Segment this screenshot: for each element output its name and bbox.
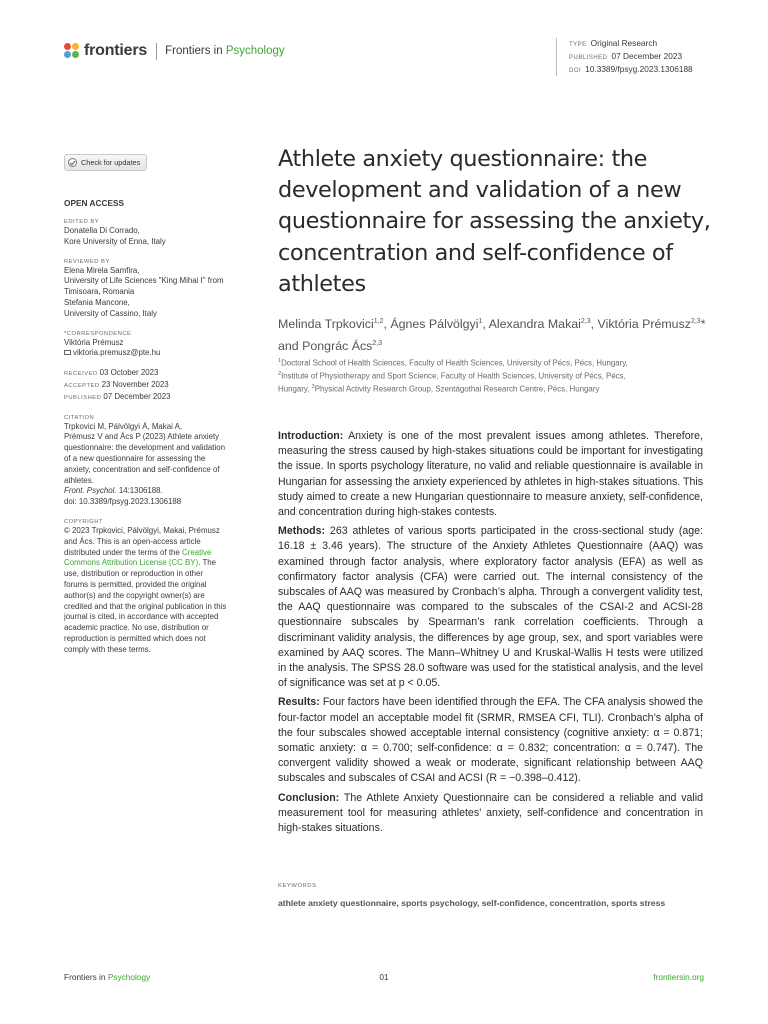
author-list: Melinda Trpkovici$^{1,2}$, Ágnes Pálvölgyi$^1$, Alexandra Makai$^{2,3}$, Viktória Prémusz$^{2,3}$* and Pongrác Ács$^{2,3}$: [278, 317, 706, 354]
author[interactable]: Alexandra Makai$^{2,3}$: [488, 317, 591, 332]
license-link-cont[interactable]: Commons Attribution License (CC BY): [64, 558, 199, 568]
correspondence-heading: *CORRESPONDENCE: [64, 330, 132, 337]
author[interactable]: Melinda Trpkovici$^{1,2}$: [278, 317, 384, 332]
abstract: [278, 429, 703, 840]
reviewed-by: Elena Mirela Samfira, University of Life Sciences "King Mihai I" from Timisoara, Romania Stefania Mancone, University of Cassino, Italy: [64, 265, 224, 318]
reviewed-by-heading: REVIEWED BY: [64, 258, 110, 265]
keywords-heading: KEYWORDS: [278, 883, 317, 889]
meta-published: PUBLISHED 07 December 2023: [569, 50, 683, 61]
footer-journal[interactable]: Frontiers in Psychology: [64, 972, 151, 982]
frontiers-logo-icon: [64, 43, 80, 59]
author[interactable]: Viktória Prémusz$^{2,3}$: [597, 317, 701, 332]
check-icon: [68, 158, 77, 167]
correspondence: Viktória Prémusz viktoria.premusz@pte.hu: [64, 337, 161, 358]
header-divider: [156, 43, 157, 60]
copyright-heading: COPYRIGHT: [64, 518, 103, 525]
citation-heading: CITATION: [64, 414, 95, 421]
brand-name: frontiers: [84, 42, 148, 59]
frontiers-logo[interactable]: [64, 42, 285, 60]
abstract-conclusion: Conclusion: The Athlete Anxiety Questionnaire can be considered a reliable and valid measurement tool for measuring athletes’ anxiety, self-confidence and concentration in high-stakes situations.: [278, 791, 703, 835]
footer-site-link[interactable]: frontiersin.org: [653, 972, 704, 982]
check-for-updates-button[interactable]: Check for updates: [64, 154, 147, 171]
author[interactable]: Ágnes Pálvölgyi$^1$: [390, 317, 483, 332]
journal-name[interactable]: Frontiers in Psychology: [165, 45, 285, 57]
abstract-methods: Methods: 263 athletes of various sports participated in the cross-sectional study (age: 16.18 ± 3.46 years). The structure of the Anxiety Athletes Questionnaire (AAQ) was examined through factor analysis, where exploratory factor analysis (EFA) as well as confirmatory factor analysis (CFA) were carried out. The internal consistency of the subscales of AAQ was measured by Cronbach’s alpha. Through a convergent validity test, the AAQ questionnaire was compared to the subscales of the CSAI-2 and ACSI-28 questionnaire subscales by Spearman’s rank correlation coefficients. Through a discriminant validity analysis, the differences by age group, sex, and sport variables were examined by AAQ scores. The Mann–Whitney U and Kruskal-Wallis H tests were utilized in the analysis. The SPSS 28.0 software was used for the statistical analysis, and the level of significance was set at p < 0.05.: [278, 525, 703, 690]
author[interactable]: Pongrác Ács$^{2,3}$: [302, 339, 383, 354]
edited-by-heading: EDITED BY: [64, 219, 100, 225]
open-access-label: OPEN ACCESS: [64, 198, 125, 208]
article-title: Athlete anxiety questionnaire: the development and validation of a new questionnaire for assessing the anxiety, concentration and self-confidence of athletes: [278, 146, 711, 297]
sidebar: [64, 154, 260, 656]
affiliations: $^1$Doctoral School of Health Sciences, Faculty of Health Sciences, University of Pécs, Pécs, Hungary, $^2$Institute of Physiotherapy and Sport Science, Faculty of Health Sciences, University of Pécs, Pécs, Hungary, $^3$Physical Activity Research Group, Szentágothai Research Centre, Pécs, Hungary: [278, 358, 628, 394]
license-link[interactable]: Creative: [182, 547, 212, 557]
abstract-introduction: Introduction: Anxiety is one of the most prevalent issues among athletes. Therefore, measuring the stress caused by high-stakes situations could be important for investigating the issue. In sports psychology literature, no valid and reliable questionnaire is available in Hungarian for assessing the anxiety experienced by athletes in high-stakes situations. This study aimed to create a new Hungarian questionnaire to measure anxiety, self-confidence, and concentration during high-stakes contests.: [278, 430, 703, 519]
article-dates: RECEIVED 03 October 2023 ACCEPTED 23 November 2023 PUBLISHED 07 December 2023: [64, 368, 171, 401]
edited-by: Donatella Di Corrado, Kore University of Enna, Italy: [64, 226, 166, 246]
article-meta: [556, 38, 693, 76]
citation-doi-link[interactable]: doi: 10.3389/fpsyg.2023.1306188: [64, 497, 182, 507]
meta-doi: DOI 10.3389/fpsyg.2023.1306188: [569, 63, 693, 74]
keywords: athlete anxiety questionnaire, sports psychology, self-confidence, concentration, sports stress: [278, 898, 666, 908]
citation: Trpkovici M, Pálvölgyi Á, Makai A, Prémusz V and Ács P (2023) Athlete anxiety questionnaire: the development and validation of a new questionnaire for assessing the anxiety, concentration and self-confidence of athletes. Front. Psychol. 14:1306188. doi: 10.3389/fpsyg.2023.1306188: [64, 422, 260, 508]
mail-icon: [64, 350, 71, 355]
abstract-results: Results: Four factors have been identified through the EFA. The CFA analysis showed the four-factor model an acceptable model fit (SRMR, RMSEA CFI, TLI). Cronbach’s alpha of the four subscales showed acceptable internal consistency (cognitive anxiety: α = 0.871; somatic anxiety: α = 0.700; self-confidence: α = 0.832; concentration: α = 0.747). The convergent validity showed a weak or moderate, significant relationship between AAQ subscales and subscales of CSAI and ACSI (R = −0.398–0.412).: [278, 696, 703, 785]
correspondence-email-link[interactable]: viktoria.premusz@pte.hu: [73, 348, 161, 358]
page-number: 01: [379, 972, 389, 982]
copyright: © 2023 Trpkovici, Pálvölgyi, Makai, Prémusz and Ács. This is an open-access article distributed under the terms of the Creative Commons Attribution License (CC BY). The use, distribution or reproduction in other forums is permitted, provided the original author(s) and the copyright owner(s) are credited and that the original publication in this journal is cited, in accordance with accepted academic practice. No use, distribution or reproduction is permitted which does not comply with these terms.: [64, 525, 227, 654]
doi-link[interactable]: 10.3389/fpsyg.2023.1306188: [585, 63, 693, 74]
meta-type: TYPE Original Research: [569, 38, 658, 48]
